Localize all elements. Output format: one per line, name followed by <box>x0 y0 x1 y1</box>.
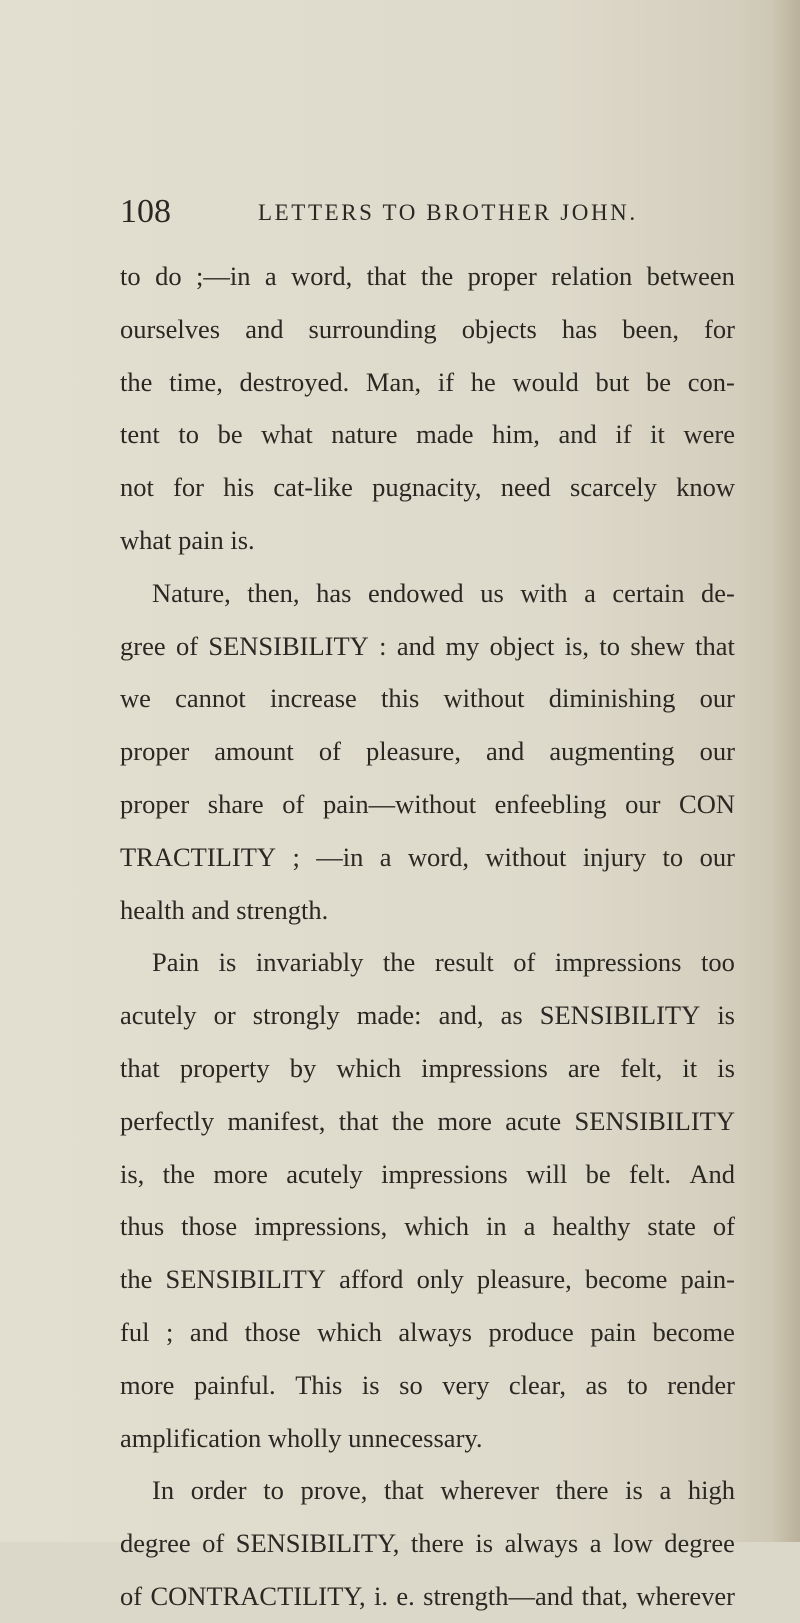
word: then, <box>247 577 300 608</box>
word: between <box>646 261 735 291</box>
word: cat-like <box>273 472 353 503</box>
word: con- <box>687 366 735 397</box>
word: felt. <box>629 1158 671 1189</box>
word: object <box>489 630 555 661</box>
word: is <box>717 1052 735 1083</box>
word: injury <box>582 841 647 872</box>
word: of <box>318 736 341 767</box>
word: Man, <box>365 366 422 397</box>
word: painful. <box>194 1369 276 1400</box>
text-line <box>120 831 735 884</box>
word: our <box>625 788 661 819</box>
text-line <box>120 356 735 409</box>
word: acute <box>505 1105 562 1136</box>
word: felt, <box>620 1052 663 1083</box>
word: wherever <box>636 1580 735 1611</box>
word: the <box>120 1264 153 1295</box>
word: the <box>420 261 454 291</box>
word: has <box>316 577 352 608</box>
text-line <box>120 1359 735 1412</box>
word: that <box>695 630 735 661</box>
word: scarcely <box>570 472 657 503</box>
word: the <box>382 947 416 978</box>
text-line <box>120 1148 735 1201</box>
word: clear, <box>508 1369 566 1400</box>
running-title: LETTERS TO BROTHER JOHN. <box>258 200 638 225</box>
word: a <box>523 1211 536 1242</box>
word: de- <box>701 577 735 608</box>
word: ourselves <box>120 313 221 344</box>
word: manifest, <box>227 1105 326 1136</box>
word: Pain <box>152 947 200 978</box>
word: pain <box>590 1316 636 1347</box>
word: always <box>398 1316 472 1347</box>
word: thus <box>120 1211 165 1242</box>
text-line <box>120 1253 735 1306</box>
word: with <box>520 577 568 608</box>
word: word, <box>407 841 470 872</box>
word: those <box>181 1211 238 1242</box>
word: word, <box>291 261 353 291</box>
word: our <box>699 841 735 872</box>
text-line: what pain is. <box>120 524 255 555</box>
text-line <box>120 461 735 514</box>
word: SENSIBILITY <box>165 1264 326 1295</box>
word: those <box>244 1316 301 1347</box>
word: and <box>189 1316 229 1347</box>
word: if <box>615 419 632 450</box>
word: would <box>512 366 579 397</box>
word: shew <box>630 630 685 661</box>
word: be <box>646 366 672 397</box>
word: of <box>202 1528 225 1559</box>
word: and <box>558 419 597 450</box>
word: high <box>687 1475 735 1506</box>
word: pleasure, <box>366 736 461 767</box>
word: as <box>585 1369 608 1400</box>
word: SENSIBILITY <box>539 1000 701 1031</box>
word: SENSIBILITY <box>208 630 369 661</box>
text-line <box>120 725 735 778</box>
word: in <box>486 1211 507 1242</box>
word: to <box>599 630 620 661</box>
word: pleasure, <box>476 1264 572 1295</box>
text-line <box>120 1570 735 1623</box>
text-line <box>120 303 735 356</box>
word: to <box>627 1369 648 1400</box>
word: for <box>704 313 735 344</box>
word: SENSIBILITY <box>574 1105 735 1136</box>
word: without <box>485 841 567 872</box>
word: that <box>120 1052 160 1083</box>
word: but <box>595 366 630 397</box>
word: afford <box>339 1264 404 1295</box>
word: endowed <box>368 577 464 608</box>
word: acutely <box>120 1000 197 1031</box>
text-line: amplification wholly unnecessary. <box>120 1422 483 1453</box>
word: nature <box>331 419 398 450</box>
word: is, <box>564 630 590 661</box>
word: pain—without <box>322 788 477 819</box>
word: pain- <box>680 1264 735 1295</box>
word: healthy <box>552 1211 631 1242</box>
word: surrounding <box>308 313 437 344</box>
word: time, <box>169 366 223 397</box>
word: SENSIBILITY, <box>235 1528 400 1559</box>
word: it <box>650 419 665 450</box>
word: more <box>120 1369 175 1400</box>
word: result <box>434 947 494 978</box>
body-text <box>120 250 735 1623</box>
page-edge-shadow <box>772 0 800 1542</box>
word: gree <box>120 630 166 661</box>
text-line <box>120 408 735 461</box>
text-line <box>120 1306 735 1359</box>
word: This <box>295 1369 343 1400</box>
word: if <box>437 366 455 397</box>
word: a <box>264 261 277 291</box>
word: is <box>717 1000 735 1031</box>
word: him, <box>492 419 540 450</box>
word: and <box>396 630 436 661</box>
word: pugnacity, <box>372 472 482 503</box>
word: degree <box>664 1528 735 1559</box>
word: to <box>263 1475 284 1506</box>
word: is, <box>120 1158 145 1189</box>
word: proper <box>120 788 190 819</box>
word: impressions <box>554 947 682 978</box>
word: has <box>561 313 598 344</box>
word: and, <box>438 1000 484 1031</box>
text-line <box>120 250 735 303</box>
word: of <box>120 1580 143 1611</box>
word: degree <box>120 1528 191 1559</box>
word: to <box>662 841 684 872</box>
word: tent <box>120 419 160 450</box>
word: or <box>213 1000 236 1031</box>
word: impressions, <box>254 1211 388 1242</box>
text-line <box>120 778 735 831</box>
word: perfectly <box>120 1105 215 1136</box>
word: proper <box>120 736 190 767</box>
text-line <box>120 1042 735 1095</box>
word: increase <box>269 683 357 714</box>
word: to <box>178 419 199 450</box>
word: there <box>555 1475 609 1506</box>
word: is <box>218 947 237 978</box>
word: as <box>500 1000 523 1031</box>
word: not <box>120 472 154 503</box>
word: prove, <box>300 1475 368 1506</box>
word: our <box>699 683 735 714</box>
word: this <box>381 683 420 714</box>
word: augmenting <box>549 736 675 767</box>
text-line <box>120 936 735 989</box>
word: proper <box>467 261 537 291</box>
word: be <box>585 1158 611 1189</box>
word: invariably <box>255 947 364 978</box>
word: always <box>504 1528 579 1559</box>
word: of <box>282 788 305 819</box>
word: of <box>175 630 199 661</box>
word: which <box>317 1316 382 1347</box>
word: become <box>584 1264 668 1295</box>
word: CON <box>679 788 735 819</box>
word: amount <box>214 736 294 767</box>
word: of <box>712 1211 735 1242</box>
word: is <box>361 1369 380 1400</box>
word: enfeebling <box>494 788 607 819</box>
word: : <box>379 630 387 661</box>
word: that <box>338 1105 379 1136</box>
word: be <box>217 419 243 450</box>
word: the <box>162 1158 196 1189</box>
page-header <box>120 192 740 240</box>
word: more <box>213 1158 268 1189</box>
word: a <box>589 1528 602 1559</box>
word: to <box>120 261 141 291</box>
word: that <box>366 261 407 291</box>
word: relation <box>551 261 633 291</box>
word: And <box>689 1158 735 1189</box>
word: our <box>699 736 735 767</box>
word: the <box>120 366 153 397</box>
text-line <box>120 1517 735 1570</box>
word: us <box>480 577 504 608</box>
word: were <box>683 419 735 450</box>
word: is <box>475 1528 494 1559</box>
page-number: 108 <box>120 193 171 230</box>
word: we <box>120 683 151 714</box>
text-line <box>120 672 735 725</box>
word: and <box>486 736 525 767</box>
text-line <box>120 620 735 673</box>
word: wherever <box>440 1475 539 1506</box>
text-line <box>120 989 735 1042</box>
word: i. <box>374 1580 389 1611</box>
word: very <box>442 1369 490 1400</box>
word: CONTRACTILITY, <box>150 1580 366 1611</box>
word: property <box>179 1052 270 1083</box>
word: TRACTILITY <box>120 841 277 872</box>
word: he <box>470 366 496 397</box>
word: are <box>567 1052 601 1083</box>
word: know <box>676 472 735 503</box>
word: strongly <box>252 1000 340 1031</box>
word: —in <box>316 841 364 872</box>
word: by <box>289 1052 317 1083</box>
word: of <box>513 947 536 978</box>
text-line <box>120 1095 735 1148</box>
word: ;—in <box>196 261 251 291</box>
word: state <box>647 1211 696 1242</box>
word: it <box>682 1052 698 1083</box>
word: what <box>261 419 313 450</box>
word: which <box>336 1052 402 1083</box>
word: Nature, <box>152 577 231 608</box>
word: there <box>410 1528 464 1559</box>
word: for <box>173 472 205 503</box>
word: objects <box>461 313 537 344</box>
text-line <box>120 1200 735 1253</box>
word: a <box>379 841 392 872</box>
word: certain <box>612 577 685 608</box>
word: become <box>652 1316 735 1347</box>
text-line <box>120 1464 735 1517</box>
word: destroyed. <box>239 366 350 397</box>
text-line: health and strength. <box>120 894 329 925</box>
word: more <box>437 1105 492 1136</box>
word: ; <box>292 841 300 872</box>
word: ful <box>120 1316 150 1347</box>
word: share <box>207 788 264 819</box>
word: too <box>701 947 735 978</box>
word: ; <box>165 1316 174 1347</box>
word: that, <box>581 1580 629 1611</box>
word: render <box>667 1369 735 1400</box>
word: made <box>416 419 474 450</box>
word: made: <box>356 1000 422 1031</box>
text-line <box>120 567 735 620</box>
word: order <box>190 1475 247 1506</box>
word: so <box>399 1369 423 1400</box>
word: strength—and <box>423 1580 574 1611</box>
word: a <box>584 577 596 608</box>
word: which <box>404 1211 470 1242</box>
word: my <box>445 630 480 661</box>
word: low <box>613 1528 653 1559</box>
word: will <box>526 1158 568 1189</box>
word: cannot <box>175 683 246 714</box>
word: acutely <box>286 1158 363 1189</box>
word: need <box>500 472 551 503</box>
word: e. <box>396 1580 415 1611</box>
word: produce <box>488 1316 574 1347</box>
word: is <box>625 1475 643 1506</box>
word: and <box>245 313 284 344</box>
word: only <box>416 1264 464 1295</box>
word: without <box>443 683 525 714</box>
word: In <box>152 1475 175 1506</box>
word: been, <box>622 313 679 344</box>
word: do <box>155 261 182 291</box>
word: impressions <box>381 1158 508 1189</box>
word: that <box>384 1475 424 1506</box>
word: a <box>659 1475 672 1506</box>
word: diminishing <box>548 683 676 714</box>
word: impressions <box>421 1052 548 1083</box>
word: the <box>391 1105 425 1136</box>
word: his <box>223 472 255 503</box>
